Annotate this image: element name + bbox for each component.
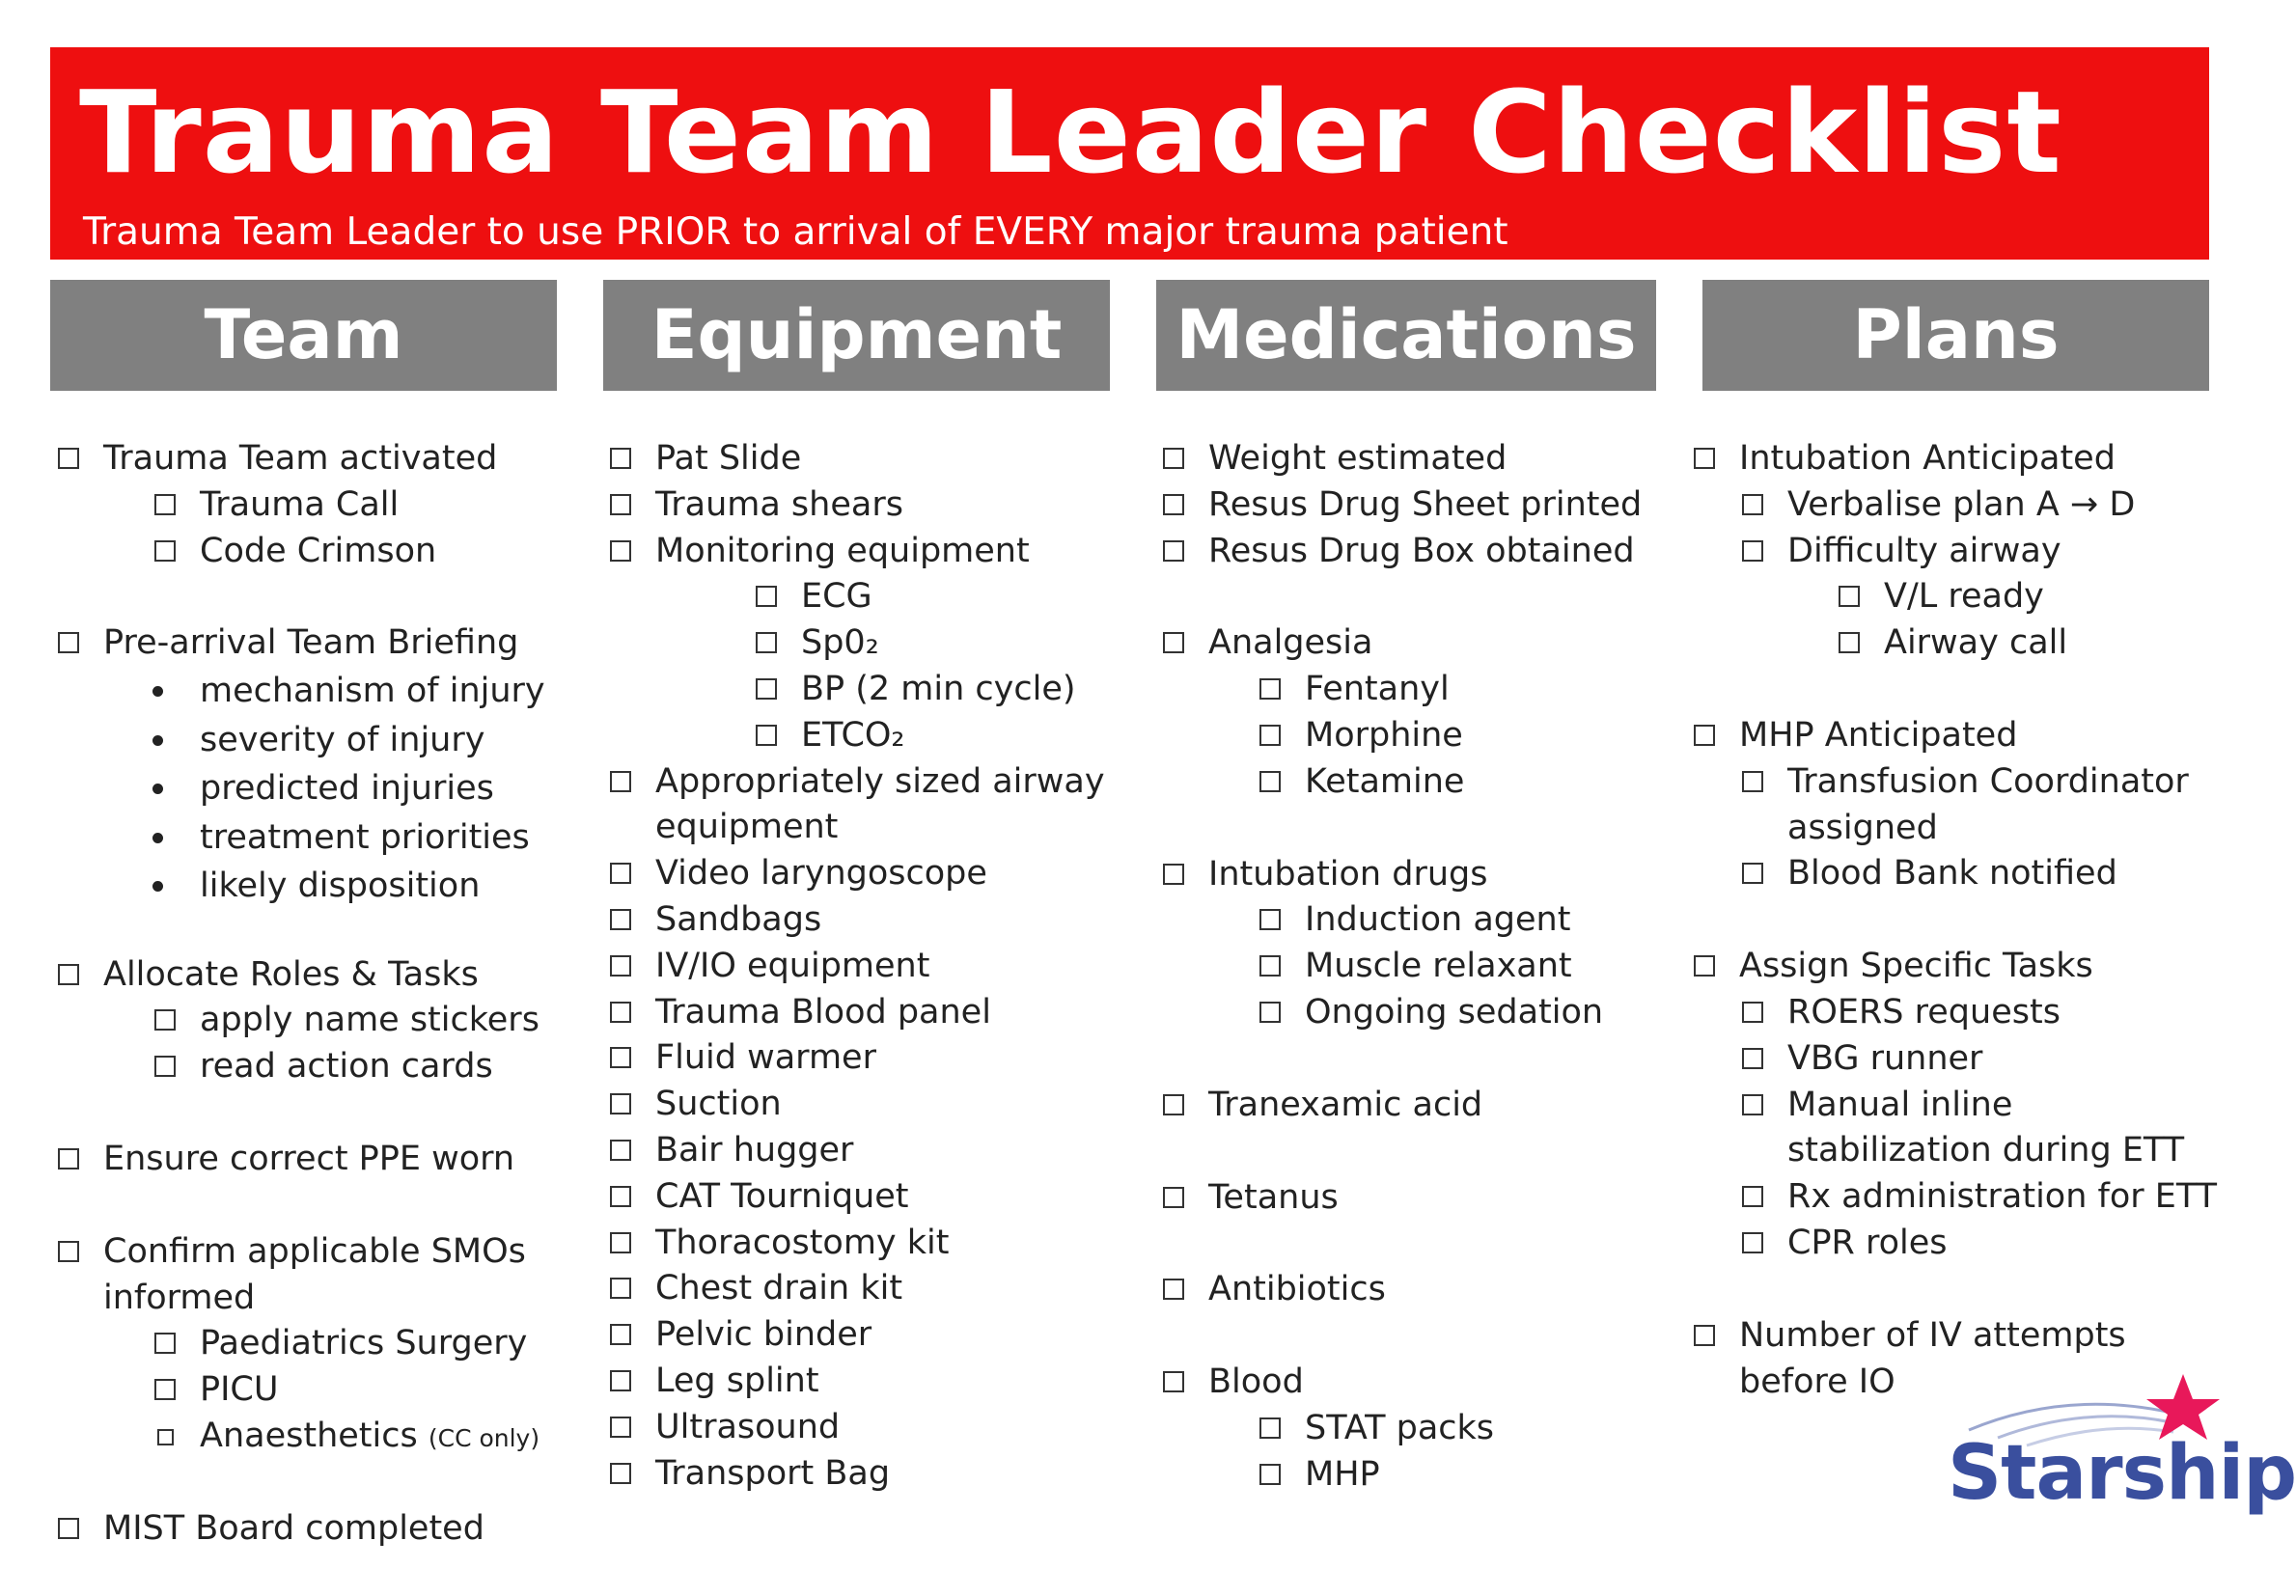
checklist-item[interactable] (56, 952, 558, 999)
checkbox[interactable] (1742, 1048, 1763, 1069)
item-label: Verbalise plan A → D (1787, 484, 2136, 524)
checkbox[interactable] (610, 540, 631, 562)
checkbox[interactable] (1259, 1417, 1281, 1439)
checklist-subitem[interactable] (1692, 1221, 2213, 1267)
checkbox[interactable] (58, 1148, 79, 1169)
bullet-item (56, 764, 558, 813)
checklist-item[interactable] (1161, 1083, 1682, 1129)
item-label: STAT packs (1305, 1408, 1495, 1447)
item-label: assigned (1787, 808, 1938, 847)
item-label: Induction agent (1305, 900, 1571, 940)
checkbox[interactable] (1742, 1094, 1763, 1115)
checklist-item[interactable] (56, 620, 558, 667)
checkbox[interactable] (610, 1370, 631, 1391)
item-label: Antibiotics (1208, 1270, 1386, 1309)
item-label: IV/IO equipment (655, 946, 930, 985)
item-label: Pat Slide (655, 439, 802, 478)
checklist-item[interactable] (1161, 1267, 1682, 1313)
checkbox[interactable] (1163, 864, 1184, 885)
item-label: Confirm applicable SMOs (103, 1231, 526, 1271)
item-label: Leg splint (655, 1361, 819, 1400)
checkbox[interactable] (58, 448, 79, 469)
item-label: Thoracostomy kit (655, 1223, 950, 1262)
checkbox[interactable] (1163, 632, 1184, 653)
item-label: Analgesia (1208, 623, 1373, 663)
checkbox[interactable] (1259, 1002, 1281, 1023)
checklist-item[interactable] (608, 1359, 1129, 1405)
checkbox[interactable] (154, 1333, 176, 1354)
checklist-item[interactable] (1161, 852, 1682, 898)
item-label: Monitoring equipment (655, 531, 1030, 570)
checkbox[interactable] (610, 1047, 631, 1068)
checklist-subitem[interactable] (1692, 759, 2213, 806)
checkbox[interactable] (157, 1429, 174, 1445)
medications-heading: Medications (1156, 280, 1656, 391)
checkbox[interactable] (1163, 1279, 1184, 1300)
item-label: CAT Tourniquet (655, 1176, 909, 1216)
medications-column (1161, 436, 1682, 1499)
checkbox[interactable] (154, 1009, 176, 1031)
item-label: ROERS requests (1787, 992, 2061, 1032)
checklist-subitem[interactable] (1692, 574, 2213, 620)
bullet-item (56, 667, 558, 716)
item-label: Video laryngoscope (655, 854, 987, 894)
item-label: Trauma Blood panel (655, 992, 991, 1032)
item-label: stabilization during ETT (1787, 1131, 2185, 1170)
item-label: informed (103, 1278, 256, 1317)
checkbox[interactable] (1163, 1371, 1184, 1392)
checklist-item[interactable] (608, 1451, 1129, 1498)
item-label: Rx administration for ETT (1787, 1177, 2218, 1217)
checklist-item[interactable] (1692, 944, 2213, 990)
checkbox[interactable] (1163, 1094, 1184, 1115)
checkbox[interactable] (1259, 678, 1281, 700)
checklist-subitem[interactable] (1692, 482, 2213, 529)
checklist-item[interactable] (608, 436, 1129, 482)
checkbox[interactable] (1839, 632, 1860, 653)
checklist-item[interactable] (1161, 620, 1682, 667)
item-note: (CC only) (428, 1424, 540, 1453)
checklist-item[interactable] (608, 1082, 1129, 1128)
checklist-item[interactable] (56, 1137, 558, 1183)
logo-text: Starship (1948, 1430, 2296, 1517)
checklist-subitem[interactable] (56, 998, 558, 1044)
item-label: predicted injuries (200, 769, 494, 809)
checklist-subitem[interactable] (56, 1044, 558, 1090)
checkbox[interactable] (1163, 448, 1184, 469)
checkbox[interactable] (58, 964, 79, 985)
checklist-subitem[interactable] (1161, 897, 1682, 944)
item-label: MHP (1305, 1454, 1380, 1494)
checkbox[interactable] (610, 494, 631, 515)
checkbox[interactable] (1742, 1002, 1763, 1023)
item-label: severity of injury (200, 720, 485, 759)
checklist-item[interactable] (608, 1312, 1129, 1359)
checkbox[interactable] (610, 955, 631, 977)
item-label: likely disposition (200, 867, 481, 906)
checklist-subitem[interactable] (1161, 944, 1682, 990)
checklist-subitem[interactable] (1692, 1083, 2213, 1129)
checkbox[interactable] (1742, 771, 1763, 792)
checkbox[interactable] (1742, 494, 1763, 515)
item-label: Suction (655, 1085, 782, 1124)
checkbox[interactable] (1742, 1186, 1763, 1207)
checkbox[interactable] (1259, 725, 1281, 746)
item-continuation (56, 1276, 558, 1322)
checkbox[interactable] (154, 494, 176, 515)
checklist-item[interactable] (56, 1229, 558, 1276)
bullet-icon (152, 686, 163, 697)
item-label: Blood (1208, 1362, 1304, 1402)
checkbox[interactable] (1163, 494, 1184, 515)
checklist-item[interactable] (608, 1405, 1129, 1451)
item-label: Resus Drug Box obtained (1208, 531, 1635, 570)
checklist-subitem[interactable] (56, 482, 558, 529)
checklist-item[interactable] (1161, 1360, 1682, 1406)
checklist-subitem[interactable] (1692, 529, 2213, 575)
checklist-item[interactable] (608, 990, 1129, 1036)
checklist-item[interactable] (1161, 436, 1682, 482)
checkbox[interactable] (610, 1093, 631, 1114)
checklist-item[interactable] (608, 1266, 1129, 1312)
checkbox[interactable] (756, 586, 777, 607)
checkbox[interactable] (1742, 1232, 1763, 1253)
checklist-subitem[interactable] (56, 529, 558, 575)
checkbox[interactable] (58, 1241, 79, 1262)
checklist-subitem[interactable] (1692, 620, 2213, 667)
checkbox[interactable] (154, 540, 176, 562)
checklist-subitem[interactable] (1161, 990, 1682, 1036)
checkbox[interactable] (610, 448, 631, 469)
team-column (56, 436, 558, 1553)
item-label: mechanism of injury (200, 672, 545, 711)
checklist-subitem[interactable] (1692, 1036, 2213, 1083)
item-label: Transfusion Coordinator (1787, 761, 2189, 801)
item-label: Transport Bag (655, 1453, 891, 1493)
checkbox[interactable] (756, 725, 777, 746)
item-label: Manual inline (1787, 1085, 2013, 1124)
checkbox[interactable] (58, 632, 79, 653)
item-label: Weight estimated (1208, 439, 1508, 478)
item-label: Difficulty airway (1787, 531, 2061, 570)
checklist-item[interactable] (608, 897, 1129, 944)
item-label: Sp0₂ (801, 623, 879, 663)
item-label: Blood Bank notified (1787, 854, 2117, 894)
item-label: Ultrasound (655, 1407, 841, 1446)
checkbox[interactable] (1694, 955, 1715, 977)
checkbox[interactable] (610, 1324, 631, 1345)
plans-heading: Plans (1702, 280, 2209, 391)
item-label: Appropriately sized airway (655, 761, 1105, 801)
checkbox[interactable] (610, 771, 631, 792)
item-continuation (1692, 806, 2213, 852)
item-label: treatment priorities (200, 817, 530, 857)
equipment-column (608, 436, 1129, 1497)
checklist-item[interactable] (1161, 1175, 1682, 1222)
title-banner (50, 47, 2209, 260)
item-label: Allocate Roles & Tasks (103, 954, 479, 994)
item-label: MIST Board completed (103, 1508, 484, 1548)
checkbox[interactable] (1259, 909, 1281, 930)
checkbox[interactable] (756, 632, 777, 653)
checkbox[interactable] (1694, 448, 1715, 469)
item-label: equipment (655, 808, 839, 847)
checkbox[interactable] (610, 863, 631, 884)
bullet-icon (152, 735, 163, 746)
item-label: CPR roles (1787, 1223, 1948, 1262)
checklist-subitem[interactable] (56, 1367, 558, 1414)
item-label: Anaesthetics (200, 1417, 418, 1456)
checklist-item[interactable] (608, 944, 1129, 990)
bullet-item (56, 813, 558, 863)
checklist-item[interactable] (608, 851, 1129, 897)
checkbox[interactable] (1259, 955, 1281, 977)
item-label: Trauma shears (655, 484, 903, 524)
checkbox[interactable] (154, 1056, 176, 1077)
checklist-subitem[interactable] (608, 667, 1129, 713)
checkbox[interactable] (1839, 586, 1860, 607)
checkbox[interactable] (610, 1463, 631, 1484)
checklist-item[interactable] (608, 1221, 1129, 1267)
item-label: Tetanus (1208, 1177, 1339, 1217)
checkbox[interactable] (58, 1518, 79, 1539)
item-label: Fentanyl (1305, 670, 1450, 709)
checkbox[interactable] (1163, 1187, 1184, 1208)
item-label: Intubation drugs (1208, 854, 1488, 894)
checkbox[interactable] (1694, 1325, 1715, 1346)
checkbox[interactable] (610, 909, 631, 930)
item-label: Chest drain kit (655, 1269, 903, 1308)
item-label: Intubation Anticipated (1739, 439, 2116, 478)
checklist-item[interactable] (608, 1035, 1129, 1082)
checkbox[interactable] (756, 678, 777, 700)
checkbox[interactable] (610, 1278, 631, 1299)
item-label: Resus Drug Sheet printed (1208, 484, 1643, 524)
item-label: Ongoing sedation (1305, 992, 1604, 1032)
item-label: Fluid warmer (655, 1038, 876, 1078)
page-title: Trauma Team Leader Checklist (79, 66, 2062, 199)
item-label: Assign Specific Tasks (1739, 947, 2093, 986)
checklist-subitem[interactable] (56, 1321, 558, 1367)
checklist-item[interactable] (608, 529, 1129, 575)
checklist-item[interactable] (608, 482, 1129, 529)
item-continuation (1692, 1128, 2213, 1174)
checkbox[interactable] (610, 1232, 631, 1253)
checklist-subitem[interactable] (1161, 1406, 1682, 1452)
item-label: Ketamine (1305, 761, 1465, 801)
checkbox[interactable] (1163, 540, 1184, 562)
bullet-icon (152, 784, 163, 794)
checkbox[interactable] (610, 1140, 631, 1161)
plans-column (1692, 436, 2218, 1405)
item-label: Sandbags (655, 899, 822, 939)
checkbox[interactable] (1259, 771, 1281, 792)
checklist-subitem[interactable] (1692, 1174, 2218, 1221)
checkbox[interactable] (154, 1379, 176, 1400)
checkbox[interactable] (610, 1186, 631, 1207)
starship-logo (1930, 1370, 2296, 1534)
item-label: Ensure correct PPE worn (103, 1140, 515, 1179)
checkbox[interactable] (1694, 725, 1715, 746)
item-label: Muscle relaxant (1305, 947, 1572, 986)
checkbox[interactable] (1742, 863, 1763, 884)
checkbox[interactable] (610, 1417, 631, 1438)
item-label: read action cards (200, 1047, 493, 1087)
bullet-item (56, 862, 558, 911)
item-label: Tranexamic acid (1208, 1085, 1483, 1124)
bullet-icon (152, 833, 163, 843)
checkbox[interactable] (610, 1002, 631, 1023)
checklist-item[interactable] (1161, 482, 1682, 529)
checkbox[interactable] (1259, 1464, 1281, 1485)
checklist-item[interactable] (608, 759, 1129, 806)
item-label: Bair hugger (655, 1130, 854, 1169)
item-label: VBG runner (1787, 1038, 1983, 1078)
item-label: MHP Anticipated (1739, 715, 2018, 755)
item-label: Airway call (1884, 623, 2068, 663)
checklist-item[interactable] (1692, 713, 2213, 759)
item-label: Paediatrics Surgery (200, 1324, 528, 1363)
checklist-item[interactable] (1692, 436, 2213, 482)
checklist-subitem[interactable] (1692, 851, 2213, 897)
item-label: Trauma Team activated (103, 439, 498, 478)
item-label: ECG (801, 577, 872, 617)
item-label: apply name stickers (200, 1001, 539, 1040)
bullet-icon (152, 881, 163, 892)
item-label: BP (2 min cycle) (801, 669, 1076, 708)
equipment-heading: Equipment (603, 280, 1110, 391)
checklist-item[interactable] (608, 1128, 1129, 1174)
checklist-item[interactable] (56, 1506, 558, 1553)
checklist-item[interactable] (608, 1174, 1129, 1221)
bullet-item (56, 716, 558, 765)
item-label: V/L ready (1884, 577, 2044, 617)
checklist-subitem[interactable] (608, 574, 1129, 620)
checklist-subitem[interactable] (1161, 759, 1682, 806)
checklist-subitem[interactable] (1161, 713, 1682, 759)
checklist-subitem[interactable] (608, 620, 1129, 667)
item-label: Pelvic binder (655, 1315, 872, 1355)
team-heading: Team (50, 280, 557, 391)
checklist-subitem[interactable] (1161, 1452, 1682, 1499)
checklist-subitem[interactable] (1161, 667, 1682, 713)
item-label: before IO (1739, 1362, 1895, 1401)
item-label: Number of IV attempts (1739, 1315, 2126, 1355)
item-label: Morphine (1305, 715, 1463, 755)
checkbox[interactable] (1742, 540, 1763, 562)
checklist-item[interactable] (1692, 1313, 2213, 1360)
checklist-subitem[interactable] (56, 1414, 558, 1460)
item-label: ETCO₂ (801, 715, 905, 755)
page-subtitle: Trauma Team Leader to use PRIOR to arrival of EVERY major trauma patient (83, 210, 1508, 254)
checklist-item[interactable] (56, 436, 558, 482)
item-label: Code Crimson (200, 531, 437, 570)
item-continuation (608, 805, 1129, 851)
checklist-subitem[interactable] (608, 713, 1129, 759)
checklist-item[interactable] (1161, 529, 1682, 575)
item-label: Trauma Call (200, 484, 400, 524)
checklist-subitem[interactable] (1692, 990, 2213, 1036)
item-label: PICU (200, 1370, 279, 1410)
item-label: Pre-arrival Team Briefing (103, 623, 519, 663)
